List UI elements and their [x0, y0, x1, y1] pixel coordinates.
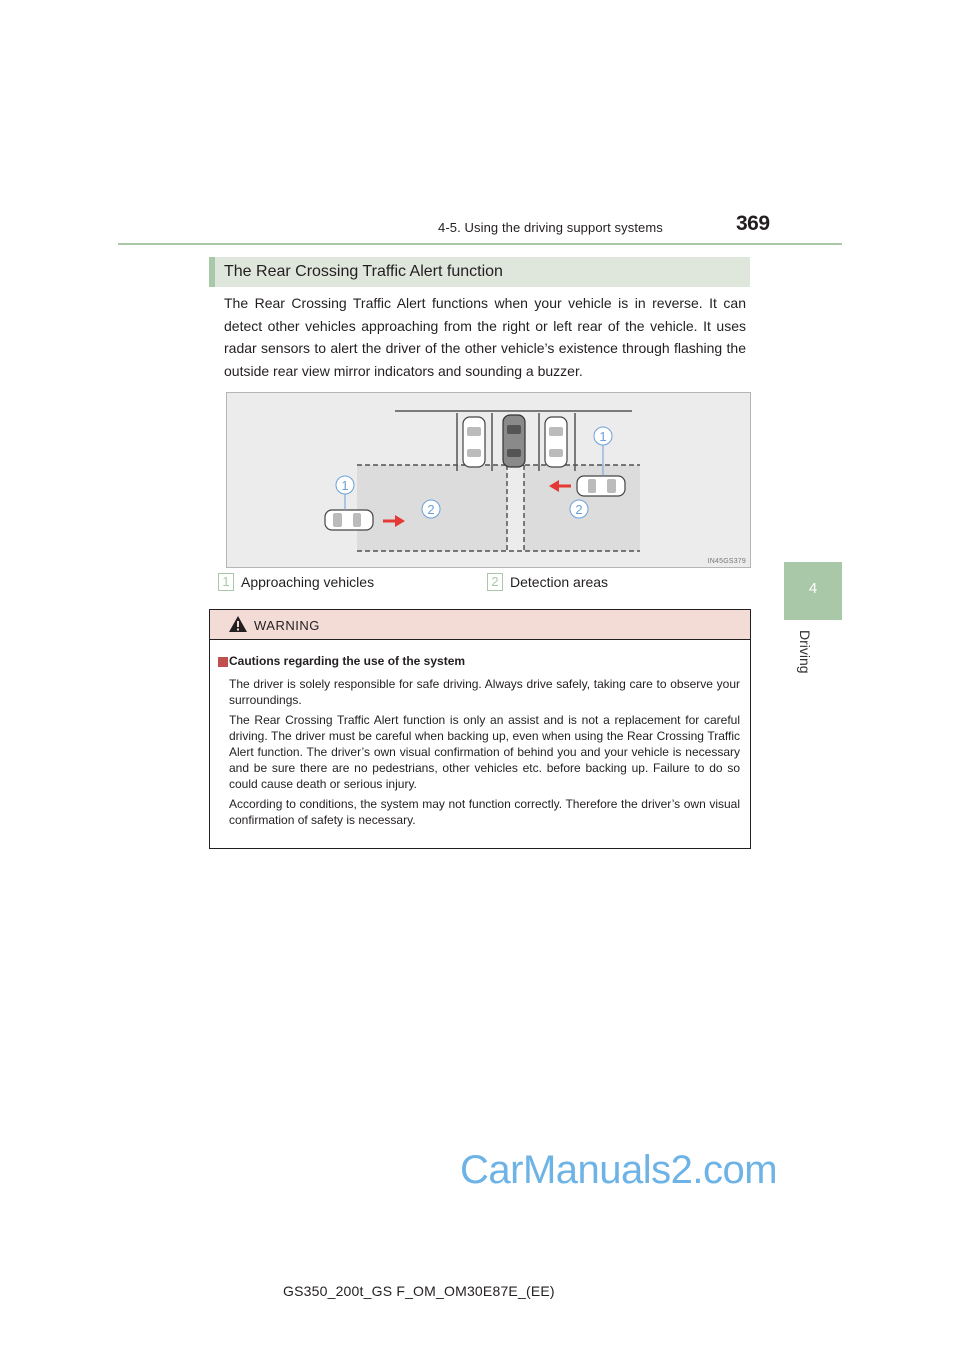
legend-text: Approaching vehicles: [241, 574, 375, 590]
warning-paragraph: According to conditions, the system may not function correctly. Therefore the driver’s own visual confirmation of safety is necessary.: [229, 797, 740, 827]
chapter-label-wrap: [778, 630, 848, 690]
legend-text: Detection areas: [510, 574, 609, 590]
legend-number: 1: [218, 573, 234, 591]
header-divider: [118, 243, 842, 245]
warning-title: WARNING: [254, 618, 320, 633]
svg-text:2: 2: [427, 502, 435, 517]
chapter-label: Driving: [797, 630, 813, 674]
callout-1-left: [336, 476, 354, 494]
warning-paragraph: The Rear Crossing Traffic Alert function is only an assist and is not a replacement for careful driving. The driver must be careful when backing up, even when using the Rear Crossing Traffic Alert function. The driver’s own visual confirmation of behind you and your vehicle is necessary and be sure there are no pedestrians, other vehicles etc. before backing up. Failure to do so could cause death or serious injury.: [229, 713, 740, 791]
section-title-bar: [209, 257, 750, 287]
callout-1-right: [594, 427, 612, 445]
warning-triangle-icon: [229, 616, 247, 632]
rcta-diagram: [227, 393, 750, 567]
diagram-image-code: IN45GS379: [707, 558, 746, 565]
section-title: The Rear Crossing Traffic Alert function: [224, 263, 503, 280]
section-header: 4-5. Using the driving support systems: [438, 220, 663, 235]
warning-header: [210, 610, 750, 640]
warning-paragraph: The driver is solely responsible for safe driving. Always drive safely, taking care to observe your surroundings.: [229, 677, 740, 707]
title-accent: [209, 257, 215, 287]
chapter-tab: [784, 562, 842, 620]
warning-box: [209, 609, 751, 849]
callout-2-right: [570, 500, 588, 518]
svg-text:2: 2: [575, 502, 583, 517]
callout-2-left: [422, 500, 440, 518]
footer-model-code: GS350_200t_GS F_OM_OM30E87E_(EE): [283, 1283, 555, 1299]
svg-text:1: 1: [341, 478, 349, 493]
page-number: 369: [736, 212, 770, 235]
approaching-vehicle-left: [325, 510, 373, 530]
intro-paragraph: The Rear Crossing Traffic Alert functions when your vehicle is in reverse. It can detect other vehicles approaching from the right or left rear of the vehicle. It uses radar sensors to alert the driver of the other vehicle’s existence through flashing the outside rear view mirror indicators and sounding a buzzer.: [224, 295, 746, 379]
parked-car-1: [463, 417, 485, 467]
watermark: CarManuals2.com: [460, 1148, 778, 1192]
chapter-number: 4: [808, 580, 818, 597]
square-bullet-icon: [218, 657, 228, 667]
svg-text:1: 1: [599, 429, 607, 444]
parked-car-2: [545, 417, 567, 467]
approaching-vehicle-right: [577, 476, 625, 496]
warning-subtitle: Cautions regarding the use of the system: [229, 654, 466, 668]
legend-number: 2: [487, 573, 503, 591]
diagram-illustration: [227, 393, 750, 567]
own-vehicle: [503, 415, 525, 467]
